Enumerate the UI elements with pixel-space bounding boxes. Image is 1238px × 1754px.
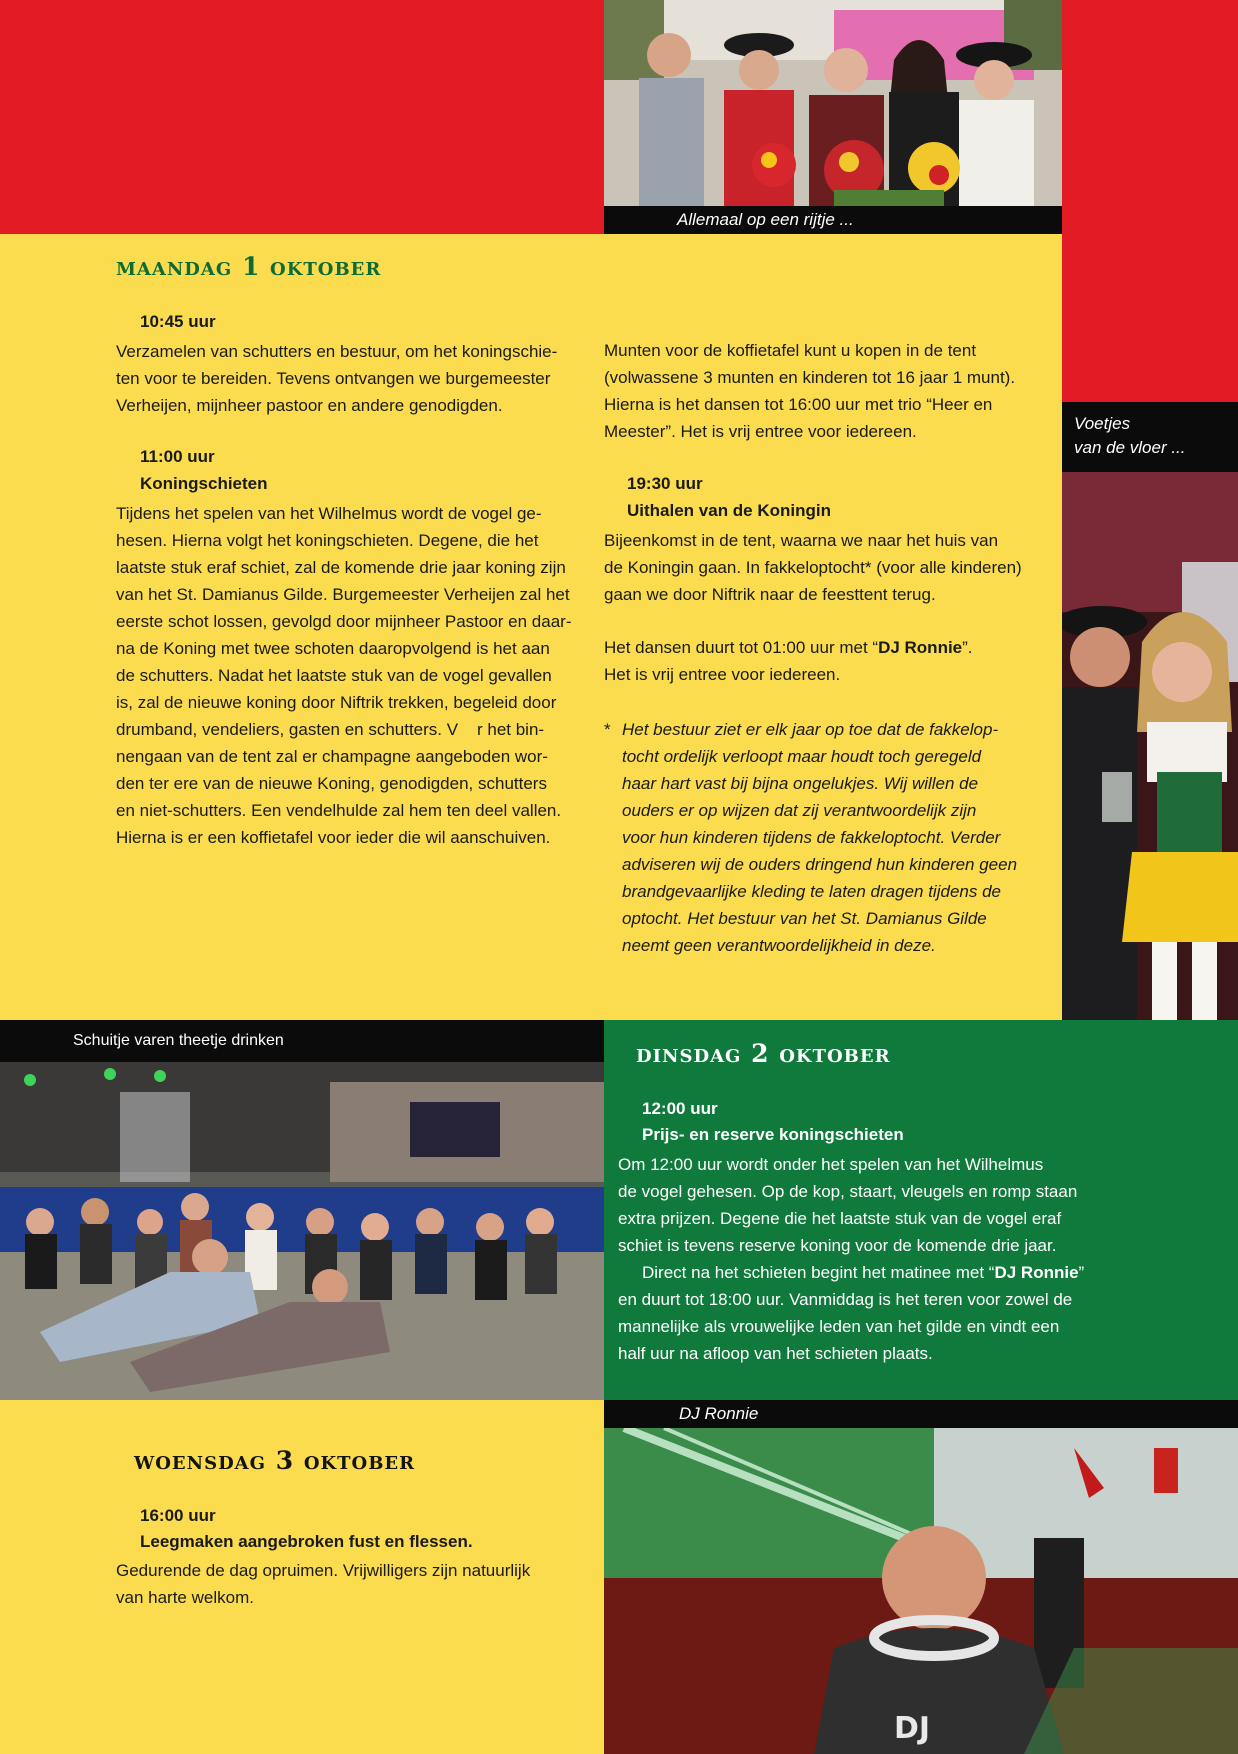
dinsdag-heading: dinsdag 2 oktober [636, 1039, 891, 1068]
text-line: en duurt tot 18:00 uur. Vanmiddag is het teren voor zowel de [618, 1290, 1073, 1309]
dansen-prefix: Het dansen duurt tot 01:00 uur met “ [604, 638, 879, 657]
text-line: van harte welkom. [116, 1588, 254, 1607]
woensdag-text [116, 1557, 530, 1611]
maandag-block1-text [116, 338, 557, 419]
maandag-time-1100: 11:00 uur [140, 447, 215, 466]
text-line: de Koningin gaan. In fakkeloptocht* (voor alle kinderen) [604, 558, 1022, 577]
text-line: Bijeenkomst in de tent, waarna we naar het huis van [604, 531, 999, 550]
text-line: mannelijke als vrouwelijke leden van het gilde en vindt een [618, 1317, 1060, 1336]
text-line: de vogel gehesen. Op de kop, staart, vleugels en romp staan [618, 1182, 1078, 1201]
red-banner-right [1062, 0, 1238, 402]
dansen-line [604, 634, 973, 661]
text-line: Hierna is het dansen tot 16:00 uur met trio “Heer en [604, 395, 993, 414]
group-photo [604, 0, 1062, 206]
text-line: van het St. Damianus Gilde. Burgemeester Verheijen zal het [116, 585, 570, 604]
dj-ronnie-bold: DJ Ronnie [878, 638, 963, 657]
matinee-suffix: ” [1078, 1263, 1085, 1282]
note-line: haar hart vast bij bijna ongelukjes. Wij willen de [622, 774, 979, 793]
text-line: na de Koning met twee schoten daaropvolgend is het aan [116, 639, 550, 658]
note-line: optocht. Het bestuur van het St. Damianus Gilde [622, 909, 987, 928]
dansen-text [604, 634, 973, 688]
dj-photo-caption: DJ Ronnie [679, 1404, 759, 1423]
top-photo-caption: Allemaal op een rijtje ... [677, 210, 854, 229]
right-photo-caption-line1: Voetjes [1074, 414, 1131, 433]
text-line: hesen. Hierna volgt het koningschieten. Degene, die het [116, 531, 539, 550]
tent-crowd-photo [0, 1062, 604, 1400]
text-line: Tijdens het spelen van het Wilhelmus wordt de vogel ge- [116, 504, 542, 523]
text-line: eerste schot lossen, gevolgd door mijnheer Pastoor en daar- [116, 612, 572, 631]
left-photo-caption-bar [0, 1020, 604, 1062]
text-line: Gedurende de dag opruimen. Vrijwilligers zijn natuurlijk [116, 1561, 531, 1580]
dj-photo [604, 1428, 1238, 1754]
right-photo-caption-line2: van de vloer ... [1074, 438, 1186, 457]
text-line: de schutters. Nadat het laatste stuk van de vogel gevallen [116, 666, 552, 685]
fakkeloptocht-note [622, 716, 1017, 959]
note-line: Het bestuur ziet er elk jaar op toe dat de fakkelop- [622, 720, 999, 739]
note-line: ouders er op wijzen dat zij verantwoordelijk zijn [622, 801, 977, 820]
dansen-suffix: ”. [962, 638, 973, 657]
footnote-marker: * [604, 720, 611, 739]
uithalen-title: Uithalen van de Koningin [627, 501, 832, 520]
dj-ronnie-bold: DJ Ronnie [994, 1263, 1079, 1282]
text-line: ten voor te bereiden. Tevens ontvangen we burgemeester [116, 369, 551, 388]
dj-shirt-text: DJ [894, 1711, 931, 1746]
maandag-time-1045: 10:45 uur [140, 312, 216, 331]
note-line: adviseren wij de ouders dringend hun kinderen geen [622, 855, 1018, 874]
text-line: (volwassene 3 munten en kinderen tot 16 jaar 1 munt). [604, 368, 1016, 387]
text-line: Munten voor de koffietafel kunt u kopen in de tent [604, 341, 977, 360]
text-line: en niet-schutters. Een vendelhulde zal hem ten deel vallen. [116, 801, 562, 820]
note-line: neemt geen verantwoordelijkheid in deze. [622, 936, 936, 955]
text-line: den ter ere van de nieuwe Koning, genodigden, schutters [116, 774, 547, 793]
woensdag-time-1600: 16:00 uur [140, 1506, 216, 1525]
text-line: half uur na afloop van het schieten plaats. [618, 1344, 933, 1363]
left-photo-caption: Schuitje varen theetje drinken [73, 1032, 284, 1049]
text-line: Meester”. Het is vrij entree voor iedereen. [604, 422, 917, 441]
free-entry-line: Het is vrij entree voor iedereen. [604, 665, 841, 684]
text-line: nengaan van de tent zal er champagne aangeboden wor- [116, 747, 548, 766]
dinsdag-time-1200: 12:00 uur [642, 1099, 718, 1118]
matinee-prefix: Direct na het schieten begint het matinee met “ [642, 1263, 995, 1282]
koningschieten-title: Koningschieten [140, 474, 268, 493]
uithalen-text [604, 527, 1022, 608]
note-line: voor hun kinderen tijdens de fakkeloptocht. Verder [622, 828, 1001, 847]
leegmaken-title: Leegmaken aangebroken fust en flessen. [140, 1532, 473, 1551]
dinsdag-text [618, 1151, 1084, 1367]
text-line: schiet is tevens reserve koning voor de komende drie jaar. [618, 1236, 1057, 1255]
prijs-koningschieten-title: Prijs- en reserve koningschieten [642, 1125, 904, 1144]
dj-photo-caption-bar [604, 1400, 1238, 1428]
koningschieten-text [116, 500, 571, 851]
right-photo-caption-bar [1062, 402, 1238, 472]
party-couple-photo [1062, 472, 1238, 1020]
text-line: is, zal de nieuwe koning door Niftrik trekken, begeleid door [116, 693, 557, 712]
maandag-time-1930: 19:30 uur [627, 474, 703, 493]
note-line: tocht ordelijk verloopt maar houdt toch geregeld [622, 747, 982, 766]
text-line: laatste stuk eraf schiet, zal de komende drie jaar koning zijn [116, 558, 566, 577]
text-line: Verheijen, mijnheer pastoor en andere genodigden. [116, 396, 503, 415]
text-line: Om 12:00 uur wordt onder het spelen van het Wilhelmus [618, 1155, 1044, 1174]
woensdag-heading: woensdag 3 oktober [134, 1446, 416, 1475]
matinee-line [618, 1259, 1084, 1286]
text-line: extra prijzen. Degene die het laatste stuk van de vogel eraf [618, 1209, 1062, 1228]
text-line: drumband, vendeliers, gasten en schutters. V r het bin- [116, 720, 545, 739]
text-line: Hierna is er een koffietafel voor ieder die wil aanschuiven. [116, 828, 551, 847]
text-line: Verzamelen van schutters en bestuur, om het koningschie- [116, 342, 558, 361]
koffietafel-text [604, 337, 1015, 445]
maandag-heading: maandag 1 oktober [116, 252, 382, 281]
text-line: gaan we door Niftrik naar de feesttent terug. [604, 585, 936, 604]
top-photo-caption-bar [604, 206, 1062, 234]
note-line: brandgevaarlijke kleding te laten dragen tijdens de [622, 882, 1001, 901]
